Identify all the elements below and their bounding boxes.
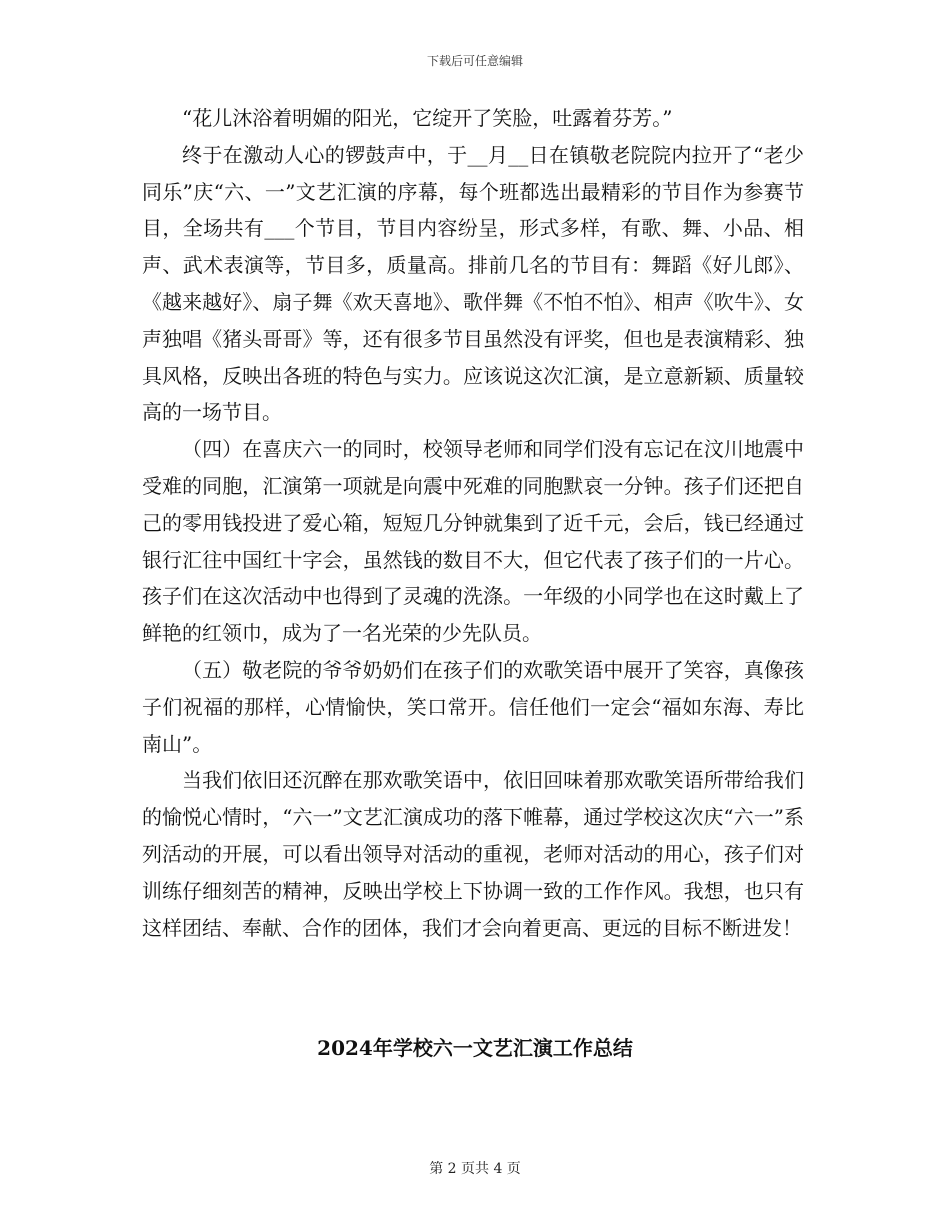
document-body [142, 100, 804, 946]
paragraph-quote: “花儿沐浴着明媚的阳光，它绽开了笑脸，吐露着芬芳。” [182, 106, 673, 130]
page-footer: 第 2 页共 4 页 [429, 1161, 521, 1177]
paragraph-conclusion: 当我们依旧还沉醉在那欢歌笑语中，依旧回味着那欢歌笑语所带给我们的愉悦心情时，“六一”文艺汇演成功的落下帷幕，通过学校这次庆“六一”系列活动的开展，可以看出领导对活动的重视，老师对活动的用心，孩子们对训练仔细刻苦的精神，反映出学校上下协调一致的工作作风。我想，也只有这样团结、奉献、合作的团体，我们才会向着更高、更远的目标不断进发！ [142, 768, 804, 940]
header-note: 下载后可任意编辑 [426, 54, 523, 68]
paragraph-four: （四）在喜庆六一的同时，校领导老师和同学们没有忘记在汶川地震中受难的同胞，汇演第一项就是向震中死难的同胞默哀一分钟。孩子们还把自己的零用钱投进了爱心箱，短短几分钟就集到了近千元，会后，钱已经通过银行汇往中国红十字会，虽然钱的数目不大，但它代表了孩子们的一片心。孩子们在这次活动中也得到了灵魂的洗涤。一年级的小同学也在这时戴上了鲜艳的红领巾，成为了一名光荣的少先队员。 [142, 437, 804, 646]
paragraph-five: （五）敬老院的爷爷奶奶们在孩子们的欢歌笑语中展开了笑容，真像孩子们祝福的那样，心情愉快，笑口常开。信任他们一定会“福如东海、寿比南山”。 [142, 657, 804, 756]
paragraph-performance: 终于在激动人心的锣鼓声中，于__月__日在镇敬老院院内拉开了“老少同乐”庆“六、一”文艺汇演的序幕，每个班都选出最精彩的节目作为参赛节目，全场共有___个节目，节目内容纷呈，形式多样，有歌、舞、小品、相声、武术表演等，节目多，质量高。排前几名的节目有：舞蹈《好儿郎》、《越来越好》、扇子舞《欢天喜地》、歌伴舞《不怕不怕》、相声《吹牛》、女声独唱《猪头哥哥》等，还有很多节目虽然没有评奖，但也是表演精彩、独具风格，反映出各班的特色与实力。应该说这次汇演，是立意新颖、质量较高的一场节目。 [142, 142, 804, 425]
section-heading: 2024年学校六一文艺汇演工作总结 [317, 1036, 633, 1060]
